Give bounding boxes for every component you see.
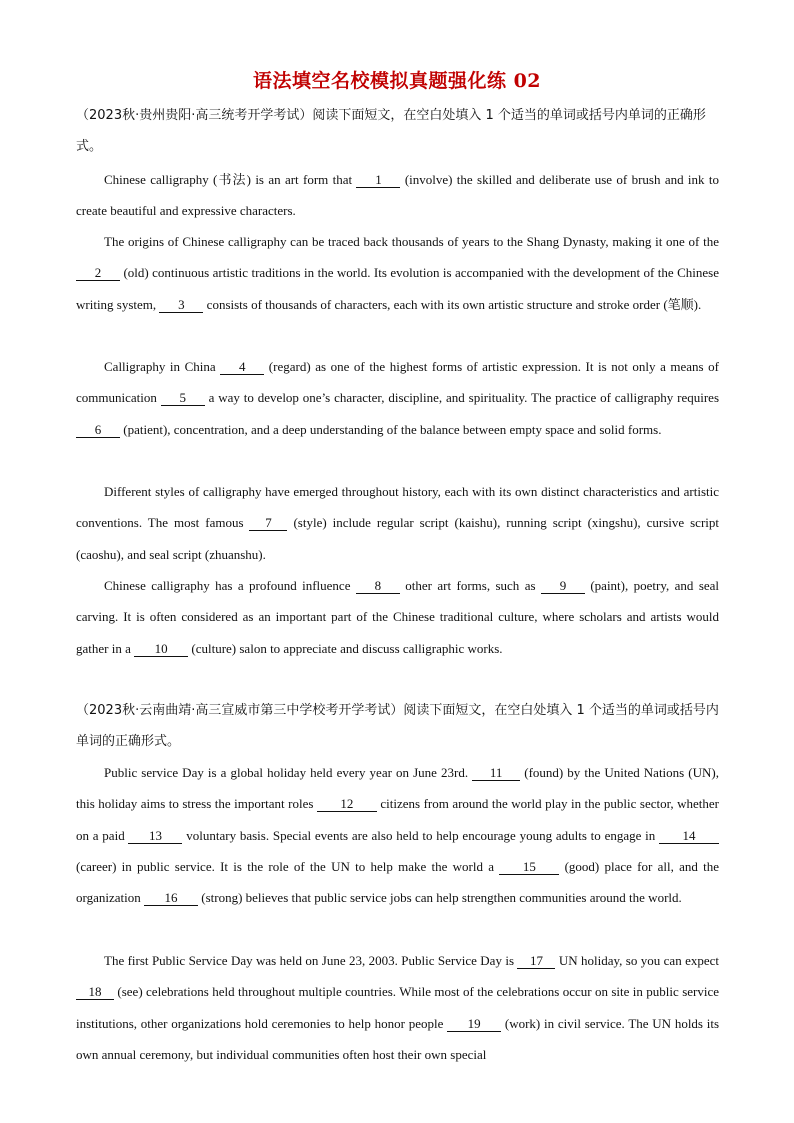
text: a way to develop one’s character, discipline, and spirituality. The practice of calligraphy requires (208, 390, 719, 406)
blank-18: 18 (76, 984, 114, 1000)
text: (strong) believes that public service jobs can help strengthen communities around the world. (201, 890, 682, 906)
blank-7: 7 (249, 515, 287, 531)
text: other art forms, such as (405, 578, 536, 593)
blank-13: 13 (128, 828, 182, 844)
text: (involve) the skilled and deliberate use of brush and ink to create beautiful and expressive characters. (76, 172, 719, 219)
text: Different styles of calligraphy have emerged throughout history, each with its own distinct characteristics and artistic conventions. The most famous (76, 484, 719, 531)
paragraph-5 (76, 570, 719, 664)
text: (regard) as one of the highest forms of artistic expression. It is not only a means of communication (76, 359, 720, 406)
text: voluntary basis. Special events are also held to help encourage young adults to engage in (186, 827, 656, 843)
blank-3: 3 (159, 297, 203, 313)
blank-11: 11 (472, 765, 520, 781)
text: (culture) salon to appreciate and discuss calligraphic works. (191, 640, 503, 656)
text: (career) in public service. It is the role of the UN to help make the world a (76, 858, 495, 874)
text: Calligraphy in China (104, 359, 216, 374)
text: consists of thousands of characters, each with its own artistic structure and stroke order (笔顺). (206, 296, 702, 312)
text: (work) in civil service. The UN holds its own annual ceremony, but individual communities often host their own special (76, 1015, 720, 1062)
page-title: 语法填空名校模拟真题强化练 02 (252, 70, 542, 92)
text: Public service Day is a global holiday held every year on June 23rd. (104, 765, 469, 780)
text: (see) celebrations held throughout multiple countries. While most of the celebrations occur on site in public service institutions, other organizations hold ceremonies to help honor people (76, 984, 720, 1031)
blank-4: 4 (220, 359, 264, 375)
text: (found) by the United Nations (UN), this holiday aims to stress the important roles (76, 765, 719, 812)
paragraph-7 (76, 945, 719, 1070)
section-2-source: （2023秋·云南曲靖·高三宣威市第三中学校考开学考试）阅读下面短文，在空白处填入 1 个适当的单词或括号内单词的正确形式。 (76, 703, 719, 749)
blank-1: 1 (356, 172, 400, 188)
blank-16: 16 (144, 890, 198, 906)
blank-15: 15 (499, 859, 559, 875)
blank-10: 10 (134, 641, 188, 657)
section-1-source: （2023秋·贵州贵阳·高三统考开学考试）阅读下面短文，在空白处填入 1 个适当的单词或括号内单词的正确形式。 (76, 108, 706, 154)
blank-17: 17 (517, 953, 555, 969)
text: The origins of Chinese calligraphy can be traced back thousands of years to the Shang Dynasty, making it one of the (104, 234, 719, 249)
text: (patient), concentration, and a deep understanding of the balance between empty space and solid forms. (123, 421, 662, 437)
text: (old) continuous artistic traditions in the world. Its evolution is accompanied with the development of the Chinese writing system, (76, 265, 719, 312)
text: Chinese calligraphy (书法) is an art form that (104, 172, 353, 187)
blank-12: 12 (317, 796, 377, 812)
text: UN holiday, so you can expect (558, 953, 720, 968)
paragraph-4 (76, 476, 719, 570)
paragraph-1 (76, 164, 719, 227)
blank-2: 2 (76, 265, 120, 281)
text: The first Public Service Day was held on June 23, 2003. Public Service Day is (104, 953, 515, 968)
text: (good) place for all, and the organization (76, 858, 720, 906)
paragraph-3 (76, 351, 719, 445)
blank-19: 19 (447, 1016, 501, 1032)
blank-6: 6 (76, 422, 120, 438)
paragraph-2 (76, 226, 719, 320)
text: (paint), poetry, and seal carving. It is often considered as an important part of the Chinese traditional culture, where scholars and artists would gather in a (76, 578, 720, 656)
text: citizens from around the world play in the public sector, whether on a paid (76, 796, 720, 843)
blank-8: 8 (356, 578, 400, 594)
blank-14: 14 (659, 828, 719, 844)
blank-5: 5 (161, 390, 205, 406)
text: (style) include regular script (kaishu), running script (xingshu), cursive script (caoshu), and seal script (zhuanshu). (76, 515, 720, 562)
text: Chinese calligraphy has a profound influence (104, 578, 351, 593)
paragraph-6 (76, 757, 719, 913)
blank-9: 9 (541, 578, 585, 594)
